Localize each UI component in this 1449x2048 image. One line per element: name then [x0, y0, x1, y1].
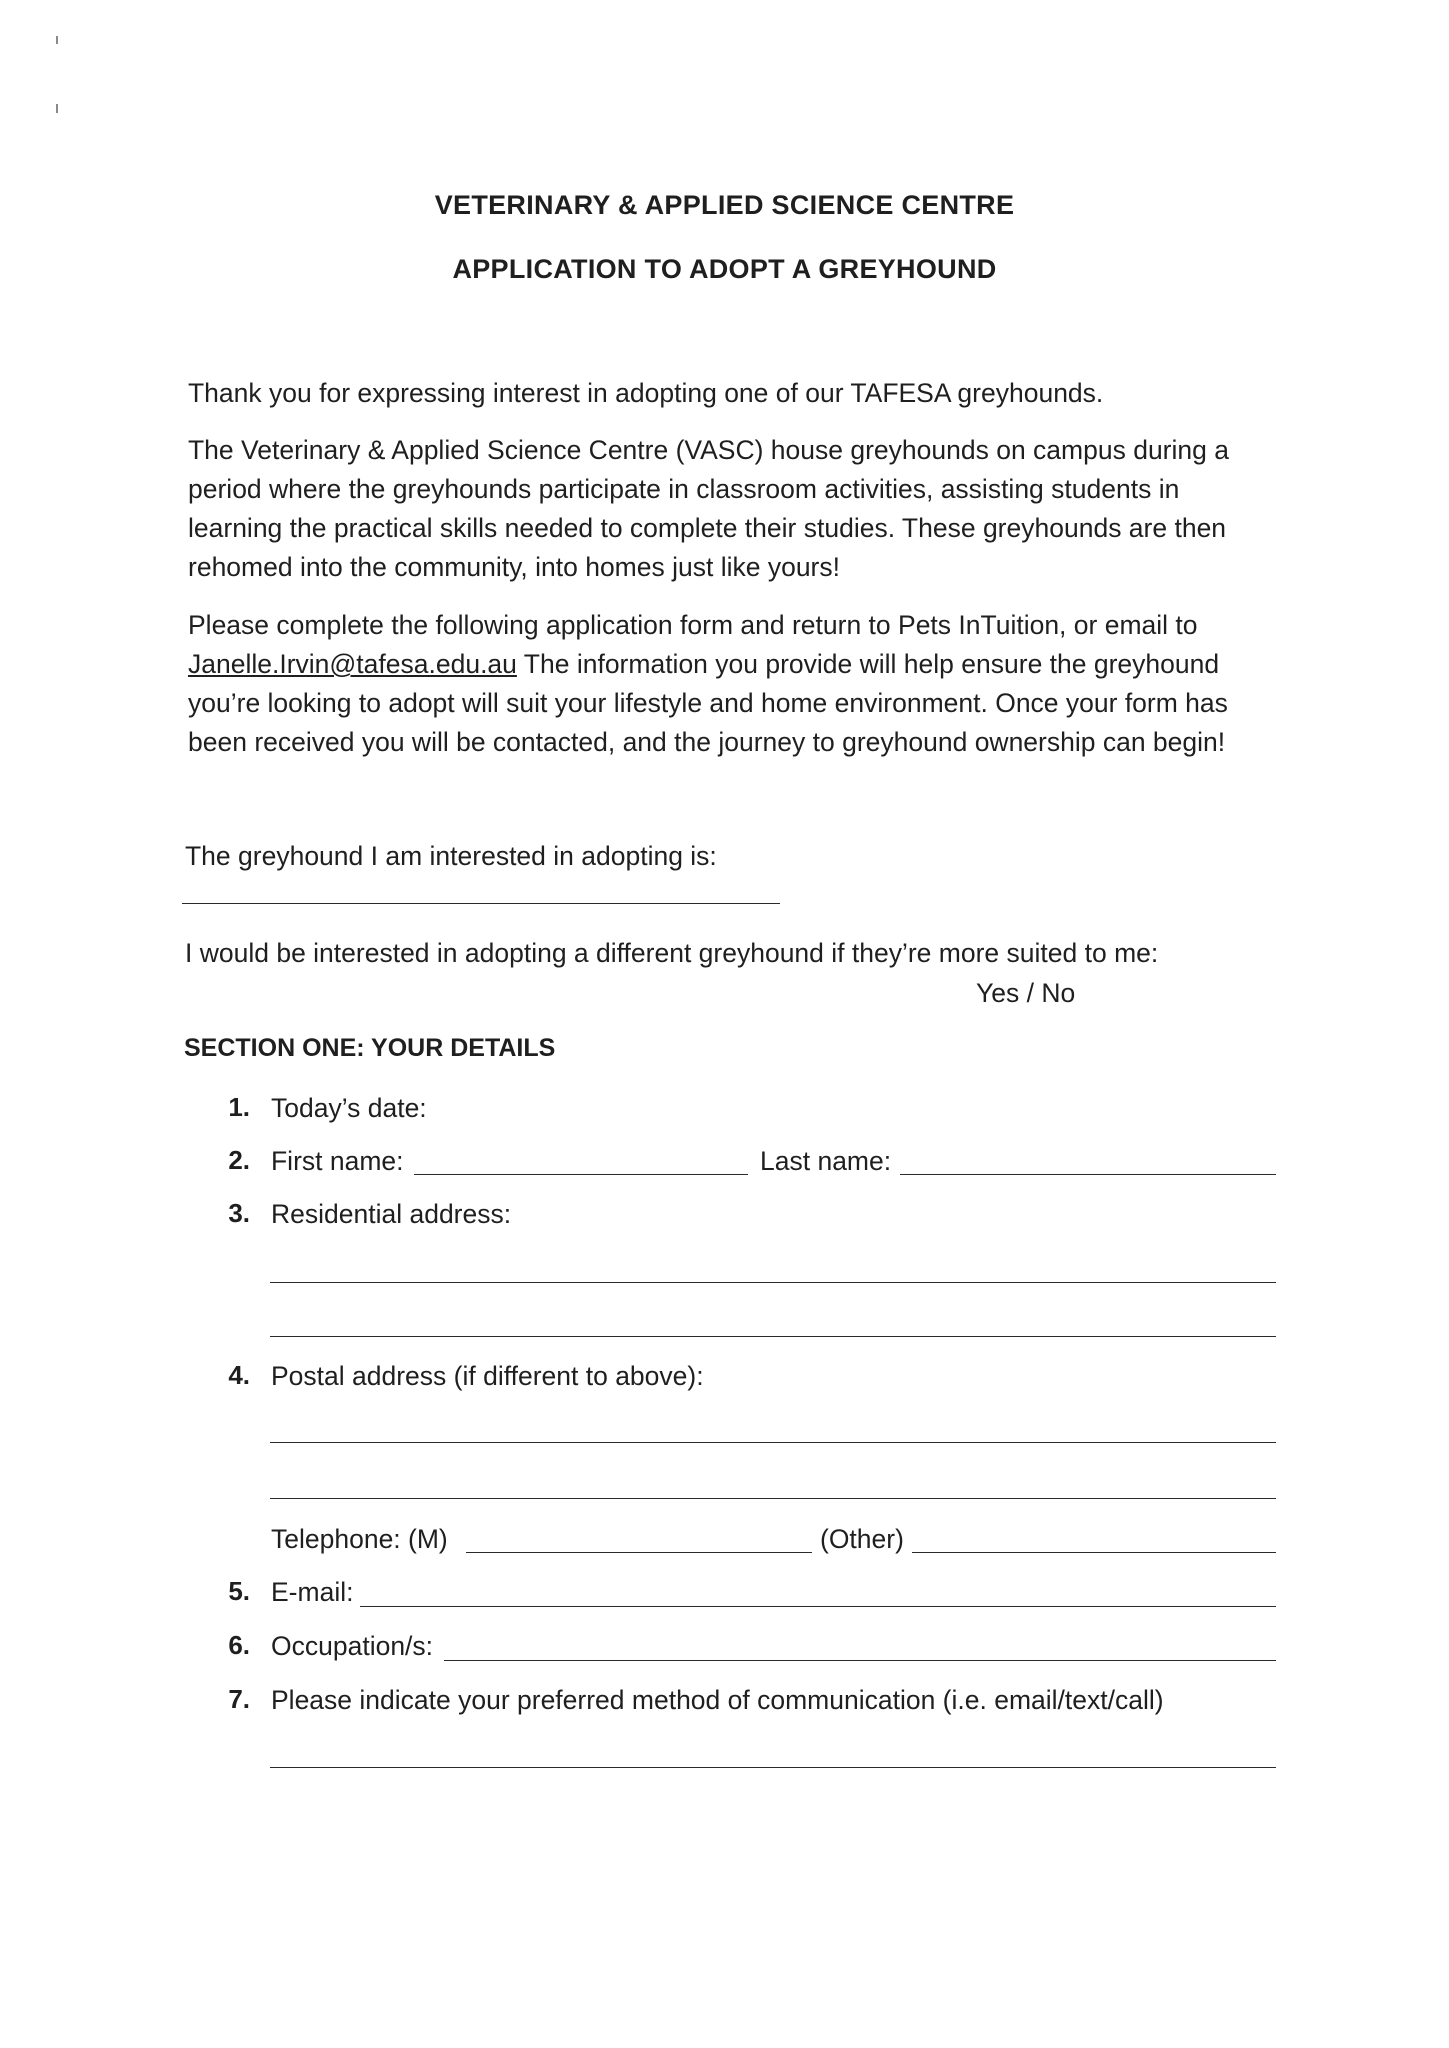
intro-vasc-paragraph — [188, 431, 1278, 587]
last-name-input[interactable] — [902, 1143, 1274, 1173]
communication-method-label: Please indicate your preferred method of communication (i.e. email/text/call) — [271, 1685, 1164, 1715]
instructions-line: Please complete the following application form and return to Pets InTuition, or email to — [188, 610, 1198, 640]
instructions-paragraph — [188, 606, 1278, 762]
residential-address-input-1[interactable] — [272, 1250, 1272, 1280]
greyhound-name-input[interactable] — [186, 868, 776, 898]
todays-date-input[interactable] — [440, 1092, 840, 1122]
section-one-heading: SECTION ONE: YOUR DETAILS — [184, 1034, 556, 1062]
form-title: APPLICATION TO ADOPT A GREYHOUND — [452, 254, 997, 284]
vasc-line: The Veterinary & Applied Science Centre (VASC) house greyhounds on campus during a — [188, 435, 1229, 465]
email-input[interactable] — [362, 1574, 1272, 1604]
occupation-line — [444, 1660, 1276, 1661]
vasc-line: rehomed into the community, into homes just like yours! — [188, 552, 840, 582]
item-number: 7. — [228, 1684, 250, 1714]
vasc-line: learning the practical skills needed to complete their studies. These greyhounds are then — [188, 513, 1227, 543]
first-name-line — [414, 1174, 748, 1175]
postal-address-line-1 — [270, 1442, 1276, 1443]
vasc-line: period where the greyhounds participate in classroom activities, assisting students in — [188, 474, 1180, 504]
scan-artifact-mark — [56, 36, 58, 44]
telephone-other-input[interactable] — [914, 1521, 1272, 1551]
communication-method-line — [270, 1767, 1276, 1768]
email-label: E-mail: — [271, 1577, 354, 1607]
intro-thanks — [188, 374, 1278, 413]
last-name-line — [900, 1174, 1276, 1175]
email-line — [360, 1606, 1276, 1607]
greyhound-interest-label: The greyhound I am interested in adopting is: — [185, 841, 717, 871]
postal-address-line-2 — [270, 1498, 1276, 1499]
item-number: 1. — [228, 1092, 250, 1122]
telephone-other-label: (Other) — [820, 1524, 904, 1554]
contact-email-link[interactable]: Janelle.Irvin@tafesa.edu.au — [188, 649, 517, 679]
postal-address-input-2[interactable] — [272, 1466, 1272, 1496]
occupation-label: Occupation/s: — [271, 1631, 434, 1661]
item-number: 5. — [228, 1576, 250, 1606]
instructions-line: been received you will be contacted, and the journey to greyhound ownership can begin! — [188, 727, 1226, 757]
organisation-title: VETERINARY & APPLIED SCIENCE CENTRE — [434, 190, 1015, 220]
different-greyhound-label: I would be interested in adopting a different greyhound if they’re more suited to me: — [185, 938, 1159, 968]
last-name-label: Last name: — [760, 1146, 892, 1176]
communication-method-input[interactable] — [272, 1734, 1272, 1764]
telephone-mobile-line — [466, 1552, 812, 1553]
first-name-input[interactable] — [416, 1143, 746, 1173]
instructions-line-rest: The information you provide will help ensure the greyhound — [516, 649, 1220, 679]
first-name-label: First name: — [271, 1146, 404, 1176]
instructions-line: you’re looking to adopt will suit your lifestyle and home environment. Once your form has — [188, 688, 1228, 718]
telephone-mobile-label: Telephone: (M) — [271, 1524, 448, 1554]
postal-address-label: Postal address (if different to above): — [271, 1361, 704, 1391]
thanks-text: Thank you for expressing interest in adopting one of our TAFESA greyhounds. — [188, 378, 1104, 408]
todays-date-label: Today’s date: — [271, 1093, 427, 1123]
item-number: 3. — [228, 1198, 250, 1228]
item-number: 4. — [228, 1360, 250, 1390]
greyhound-name-line — [182, 903, 780, 904]
scan-artifact-mark — [56, 104, 58, 113]
residential-address-line-2 — [270, 1336, 1276, 1337]
postal-address-input-1[interactable] — [272, 1410, 1272, 1440]
residential-address-input-2[interactable] — [272, 1304, 1272, 1334]
item-number: 2. — [228, 1145, 250, 1175]
yes-no-option[interactable]: Yes / No — [976, 978, 1076, 1008]
telephone-mobile-input[interactable] — [468, 1521, 808, 1551]
telephone-other-line — [912, 1552, 1276, 1553]
residential-address-label: Residential address: — [271, 1199, 512, 1229]
occupation-input[interactable] — [446, 1628, 1272, 1658]
residential-address-line-1 — [270, 1282, 1276, 1283]
instructions-line — [188, 645, 1278, 684]
item-number: 6. — [228, 1630, 250, 1660]
